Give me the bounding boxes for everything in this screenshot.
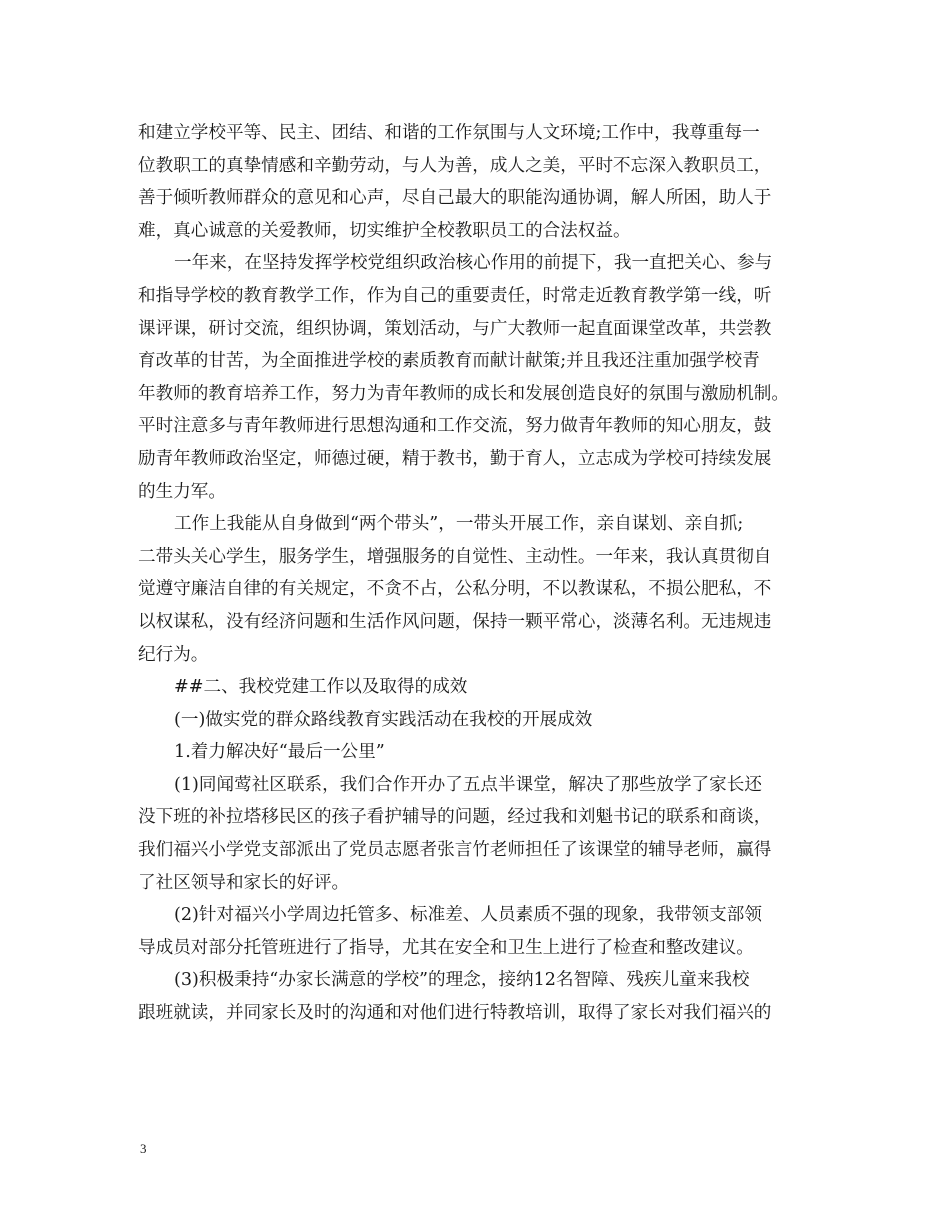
text-line: 导成员对部分托管班进行了指导，尤其在安全和卫生上进行了检查和整改建议。 <box>138 937 754 958</box>
item-heading: 1.着力解决好“最后一公里” <box>174 742 385 763</box>
text-line: 和建立学校平等、民主、团结、和谐的工作氛围与人文环境;工作中，我尊重每一 <box>138 123 760 143</box>
paragraph-first-line: (2)针对福兴小学周边托管多、标准差、人员素质不强的现象，我带领支部领 <box>174 905 762 926</box>
paragraph-first-line: 工作上我能从自身做到“两个带头”，一带头开展工作，亲自谋划、亲自抓; <box>174 514 744 535</box>
text-line: 纪行为。 <box>138 644 209 665</box>
text-line: 二带头关心学生，服务学生，增强服务的自觉性、主动性。一年来，我认真贯彻自 <box>138 546 772 567</box>
text-line: 的生力军。 <box>138 481 226 502</box>
text-line: 了社区领导和家长的好评。 <box>138 872 350 893</box>
text-line: 善于倾听教师群众的意见和心声，尽自己最大的职能沟通协调，解人所困，助人于 <box>138 188 772 209</box>
text-line: 和指导学校的教育教学工作，作为自己的重要责任，时常走近教育教学第一线，听 <box>138 285 772 306</box>
paragraph-first-line: (1)同闻莺社区联系，我们合作开办了五点半课堂，解决了那些放学了家长还 <box>174 774 762 795</box>
text-line: 年教师的教育培养工作，努力为青年教师的成长和发展创造良好的氛围与激励机制。 <box>138 383 789 404</box>
text-line: 励青年教师政治坚定，师德过硬，精于教书，勤于育人，立志成为学校可持续发展 <box>138 448 772 469</box>
page-number: 3 <box>140 1141 147 1156</box>
section-heading: ##二、我校党建工作以及取得的成效 <box>174 677 468 698</box>
paragraph-first-line: (3)积极秉持“办家长满意的学校”的理念，接纳12名智障、残疾儿童来我校 <box>174 970 750 991</box>
text-line: 课评课，研讨交流，组织协调，策划活动，与广大教师一起直面课堂改革，共尝教 <box>138 318 772 339</box>
text-line: 位教职工的真挚情感和辛勤劳动，与人为善，成人之美，平时不忘深入教职员工， <box>138 155 772 176</box>
subsection-heading: (一)做实党的群众路线教育实践活动在我校的开展成效 <box>174 709 593 730</box>
text-line: 育改革的甘苦，为全面推进学校的素质教育而献计献策;并且我还注重加强学校青 <box>138 351 760 372</box>
text-line: 跟班就读，并同家长及时的沟通和对他们进行特教培训，取得了家长对我们福兴的 <box>138 1003 772 1024</box>
text-line: 觉遵守廉洁自律的有关规定，不贪不占，公私分明，不以教谋私，不损公肥私，不 <box>138 579 772 600</box>
text-line: 难，真心诚意的关爱教师，切实维护全校教职员工的合法权益。 <box>138 220 631 241</box>
text-line: 以权谋私，没有经济问题和生活作风问题，保持一颗平常心，淡薄名利。无违规违 <box>138 611 772 632</box>
text-line: 没下班的补拉塔移民区的孩子看护辅导的问题，经过我和刘魁书记的联系和商谈， <box>138 807 772 828</box>
body-text <box>138 117 818 1030</box>
text-line: 平时注意多与青年教师进行思想沟通和工作交流，努力做青年教师的知心朋友，鼓 <box>138 416 772 437</box>
text-line: 我们福兴小学党支部派出了党员志愿者张言竹老师担任了该课堂的辅导老师，赢得 <box>138 840 772 861</box>
paragraph-first-line: 一年来，在坚持发挥学校党组织政治核心作用的前提下，我一直把关心、参与 <box>174 253 773 274</box>
